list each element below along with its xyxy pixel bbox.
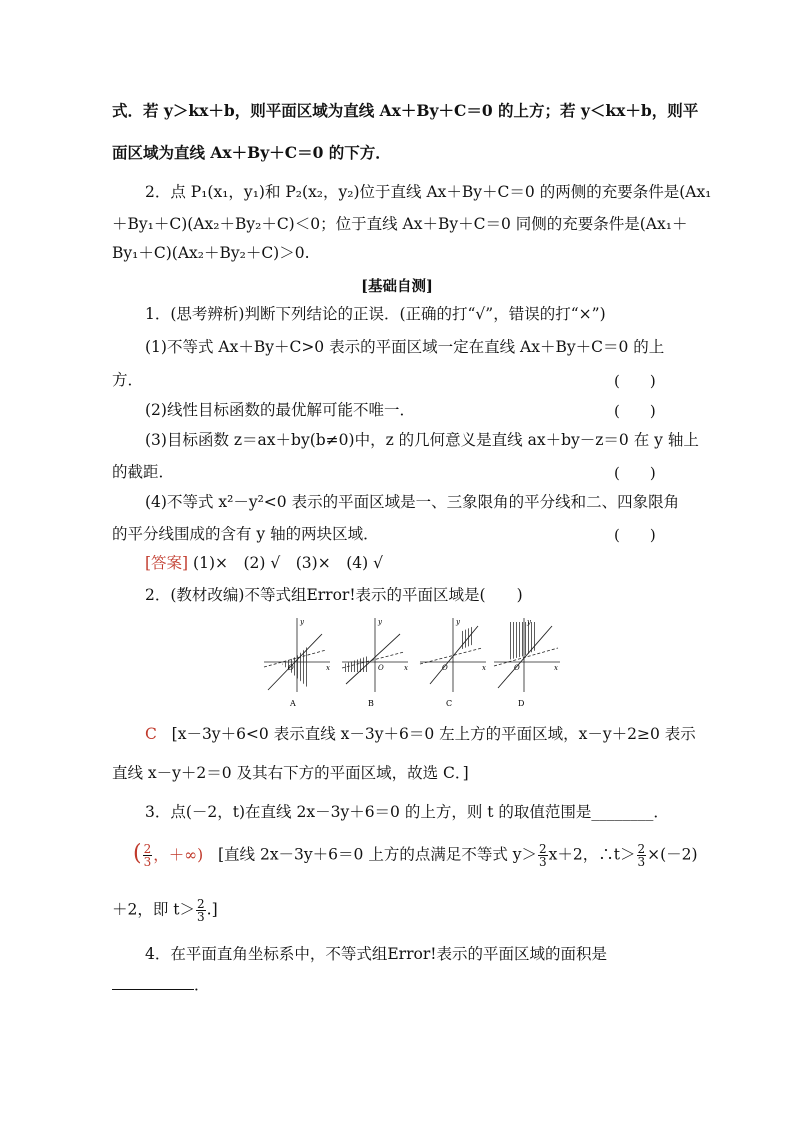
question-item: (2)线性目标函数的最优解可能不唯一． bbox=[145, 401, 415, 419]
graph-a bbox=[264, 618, 330, 708]
answer-line bbox=[133, 840, 698, 869]
question-item: 的平分线围成的含有 y 轴的两块区域． bbox=[112, 525, 379, 543]
text-line: By₁＋C)(Ax₂＋By₂＋C)＞0. bbox=[112, 244, 310, 262]
question-item: (1)不等式 Ax＋By＋C>0 表示的平面区域一定在直线 Ax＋By＋C＝0 的上 bbox=[145, 338, 665, 356]
answer-paren: ( ) bbox=[614, 464, 656, 482]
answer-choice-graphs bbox=[260, 612, 560, 708]
answer-explanation: [x－3y＋6<0 表示直线 x－3y＋6＝0 左上方的平面区域，x－y＋2≥0 表示 bbox=[171, 725, 696, 743]
answer-explanation: 直线 x－y＋2＝0 及其右下方的平面区域，故选 C．] bbox=[112, 764, 469, 782]
question-stem-continued bbox=[112, 975, 682, 995]
fraction-numerator: 2 bbox=[539, 842, 547, 856]
text-line: 面区域为直线 Ax＋By＋C＝0 的下方． bbox=[112, 143, 391, 162]
answer-paren: ( ) bbox=[614, 402, 656, 420]
graph-c bbox=[420, 618, 486, 708]
interval-rest: ，＋∞) bbox=[153, 845, 204, 864]
answer-interval bbox=[133, 840, 204, 869]
section-heading: [基础自测] bbox=[361, 278, 433, 295]
graph-d bbox=[494, 618, 560, 708]
axis-y-label: y bbox=[378, 618, 382, 626]
origin-label: O bbox=[442, 664, 448, 672]
axis-y-label: y bbox=[300, 618, 304, 626]
solution-text: ×(－2) bbox=[647, 845, 698, 864]
fraction-denominator: 3 bbox=[637, 855, 646, 869]
question-stem: 4．在平面直角坐标系中，不等式组Error!表示的平面区域的面积是 bbox=[145, 945, 607, 963]
origin-label: O bbox=[288, 664, 294, 672]
question-item: 的截距． bbox=[112, 463, 175, 481]
solution-text: x＋2，∴t＞ bbox=[548, 845, 636, 864]
answer-line bbox=[145, 553, 715, 573]
period: ． bbox=[194, 976, 210, 994]
answer-text: (1)× (2) √ (3)× (4) √ bbox=[193, 554, 383, 572]
axis-x-label: x bbox=[326, 664, 330, 672]
origin-label: O bbox=[514, 664, 520, 672]
question-item: (4)不等式 x²－y²<0 表示的平面区域是一、三象限角的平分线和二、四象限角 bbox=[145, 493, 680, 511]
solution-text: ＋2，即 t＞ bbox=[112, 900, 196, 919]
question-stem: 1．(思考辨析)判断下列结论的正误．(正确的打“√”，错误的打“×”) bbox=[145, 305, 606, 323]
axis-x-label: x bbox=[482, 664, 486, 672]
axis-x-label: x bbox=[404, 664, 408, 672]
solution-text: [直线 2x－3y＋6＝0 上方的点满足不等式 y＞ bbox=[217, 845, 538, 864]
fraction-denominator: 3 bbox=[143, 855, 152, 869]
solution-line bbox=[112, 898, 682, 923]
text-line: 2．点 P₁(x₁，y₁)和 P₂(x₂，y₂)位于直线 Ax＋By＋C＝0 的两侧的充要条件是(Ax₁ bbox=[145, 183, 712, 201]
fraction-numerator: 2 bbox=[637, 842, 646, 856]
question-stem: 3．点(－2，t)在直线 2x－3y＋6＝0 的上方，则 t 的取值范围是________． bbox=[145, 803, 669, 821]
graph-label-c: C bbox=[446, 699, 453, 708]
question-stem: 2．(教材改编)不等式组Error!表示的平面区域是( ) bbox=[145, 586, 523, 604]
answer-line bbox=[145, 724, 696, 744]
answer-blank[interactable] bbox=[112, 989, 194, 990]
graph-label-a: A bbox=[290, 699, 296, 708]
question-item: (3)目标函数 z＝ax＋by(b≠0)中，z 的几何意义是直线 ax＋by－z＝0 在 y 轴上 bbox=[145, 431, 699, 449]
solution-text: .] bbox=[206, 900, 218, 919]
graph-label-d: D bbox=[518, 699, 525, 708]
answer-paren: ( ) bbox=[614, 526, 656, 544]
fraction-numerator: 2 bbox=[143, 842, 152, 856]
answer-paren: ( ) bbox=[614, 372, 656, 390]
answer-label: [答案] bbox=[145, 554, 189, 572]
axis-y-label: y bbox=[527, 618, 531, 626]
fraction-denominator: 3 bbox=[539, 855, 547, 869]
axis-y-label: y bbox=[456, 618, 460, 626]
interval-open: ( bbox=[133, 840, 142, 866]
answer-choice: C bbox=[145, 725, 157, 743]
question-item: 方． bbox=[112, 371, 144, 389]
graph-b bbox=[342, 618, 408, 708]
fraction-numerator: 2 bbox=[197, 897, 205, 911]
axis-x-label: x bbox=[554, 664, 558, 672]
text-line: ＋By₁＋C)(Ax₂＋By₂＋C)＜0；位于直线 Ax＋By＋C＝0 同侧的充要条件是(Ax₁＋ bbox=[112, 215, 688, 233]
origin-label: O bbox=[378, 664, 384, 672]
text-line: 式．若 y＞kx＋b，则平面区域为直线 Ax＋By＋C＝0 的上方；若 y＜kx＋b，则平 bbox=[112, 101, 699, 120]
fraction-denominator: 3 bbox=[197, 910, 205, 924]
graph-label-b: B bbox=[368, 699, 374, 708]
